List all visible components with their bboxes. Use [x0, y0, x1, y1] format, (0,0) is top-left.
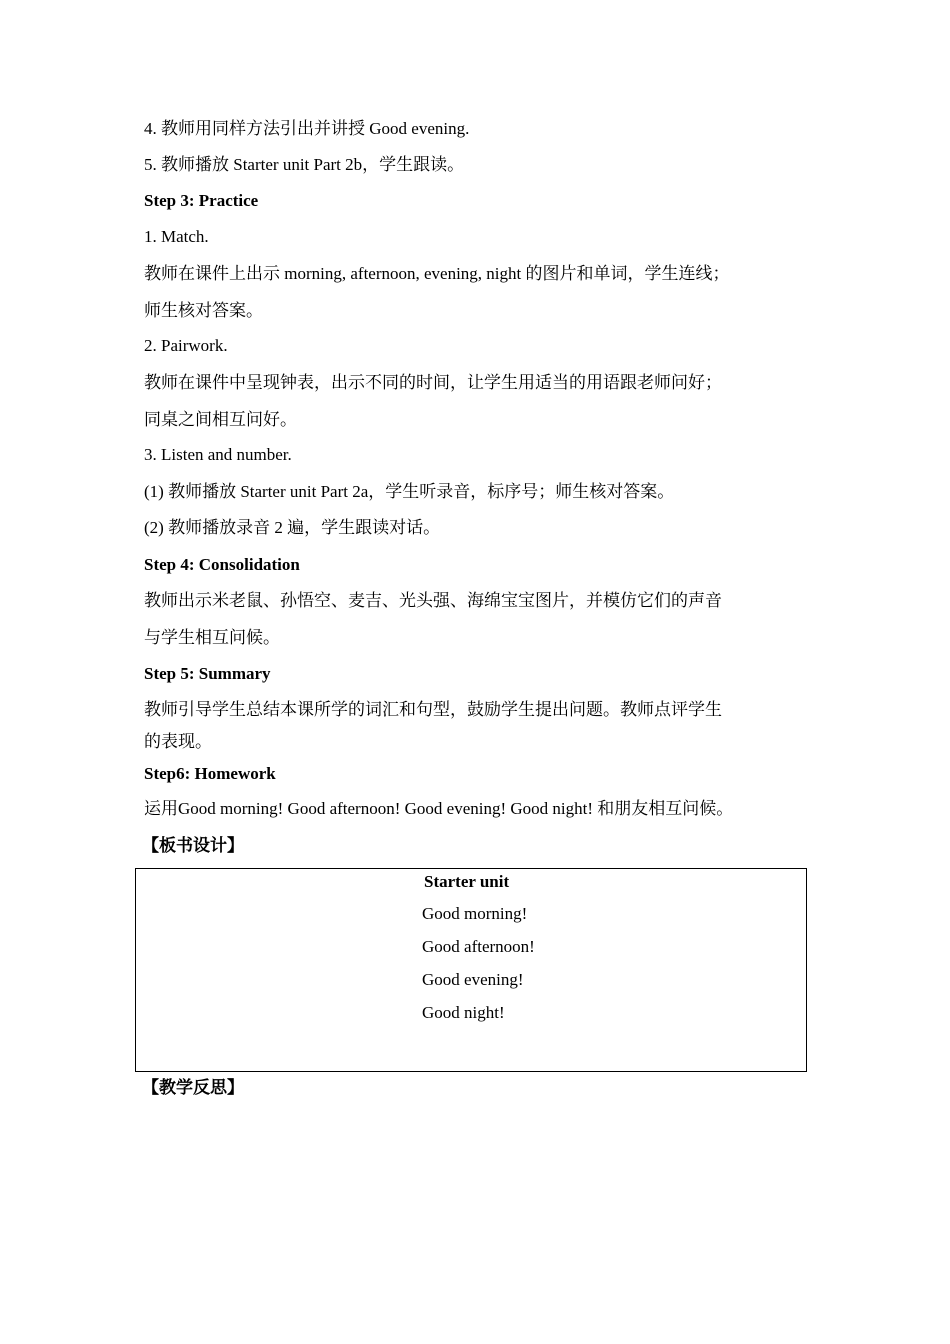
teaching-reflection-heading: 【教学反思】 — [142, 1078, 244, 1097]
step4-description-line2: 与学生相互问候。 — [144, 628, 280, 647]
paragraph-step2-item4: 4. 教师用同样方法引出并讲授 Good evening. — [144, 119, 470, 138]
board-line-good-evening: Good evening! — [422, 970, 524, 989]
paragraph-step2-item5: 5. 教师播放 Starter unit Part 2b，学生跟读。 — [144, 155, 465, 174]
step5-description-line1: 教师引导学生总结本课所学的词汇和句型，鼓励学生提出问题。教师点评学生 — [144, 700, 722, 719]
step4-description-line1: 教师出示米老鼠、孙悟空、麦吉、光头强、海绵宝宝图片，并模仿它们的声音 — [144, 591, 722, 610]
step6-description: 运用Good morning! Good afternoon! Good evening! Good night! 和朋友相互问候。 — [144, 799, 734, 818]
listen-subitem-1: (1) 教师播放 Starter unit Part 2a，学生听录音，标序号；师生核对答案。 — [144, 482, 675, 501]
board-design-heading: 【板书设计】 — [142, 836, 244, 855]
step3-item-pairwork: 2. Pairwork. — [144, 336, 228, 355]
pairwork-description-line2: 同桌之间相互问好。 — [144, 410, 297, 429]
step3-item-match: 1. Match. — [144, 227, 209, 246]
step4-heading: Step 4: Consolidation — [144, 555, 300, 574]
board-title: Starter unit — [424, 872, 510, 891]
step6-heading: Step6: Homework — [144, 764, 276, 783]
board-line-good-morning: Good morning! — [422, 904, 528, 923]
match-description-line2: 师生核对答案。 — [144, 301, 263, 320]
board-line-good-night: Good night! — [422, 1003, 505, 1022]
step5-description-line2: 的表现。 — [144, 732, 212, 751]
step5-heading: Step 5: Summary — [144, 664, 271, 683]
board-line-good-afternoon: Good afternoon! — [422, 937, 535, 956]
pairwork-description-line1: 教师在课件中呈现钟表，出示不同的时间，让学生用适当的用语跟老师问好； — [144, 373, 722, 392]
match-description-line1: 教师在课件上出示 morning, afternoon, evening, night 的图片和单词，学生连线； — [144, 264, 730, 283]
step3-heading: Step 3: Practice — [144, 191, 259, 210]
step3-item-listen: 3. Listen and number. — [144, 445, 292, 464]
blackboard-design-box — [135, 868, 807, 1072]
listen-subitem-2: (2) 教师播放录音 2 遍，学生跟读对话。 — [144, 518, 441, 537]
